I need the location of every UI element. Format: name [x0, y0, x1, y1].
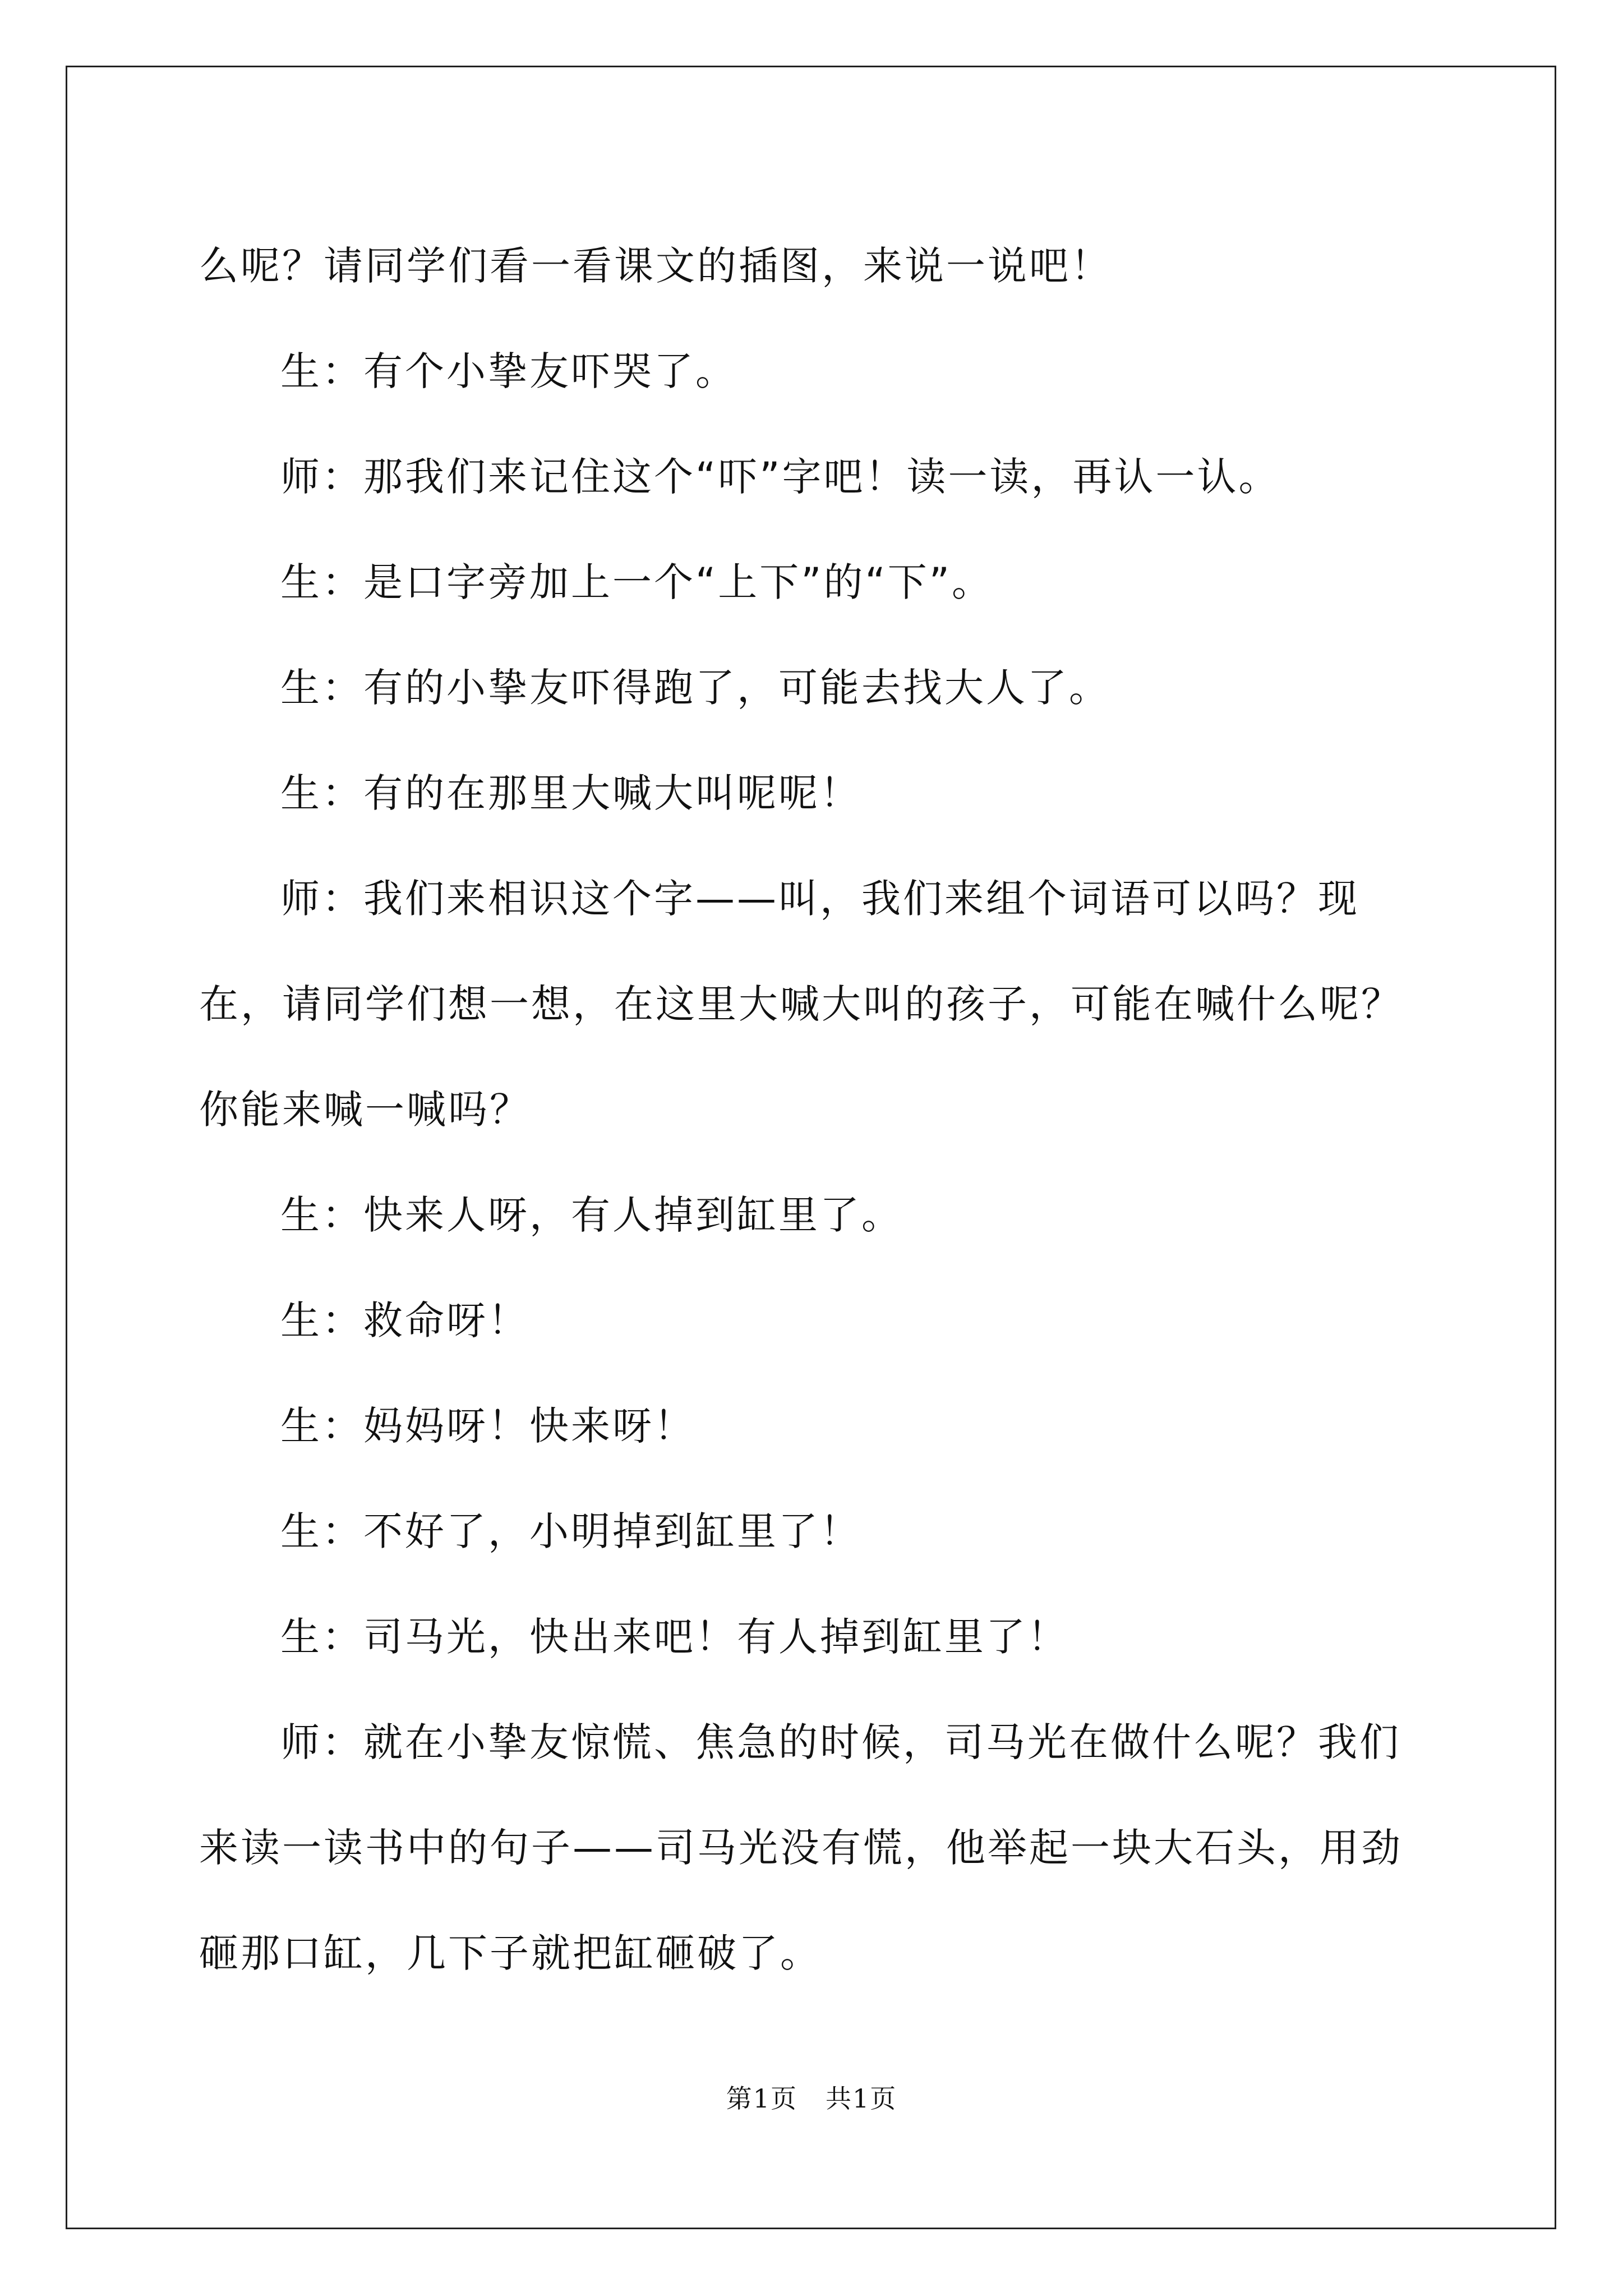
- document-body: [199, 213, 1430, 2006]
- page-number: 第1页: [726, 2083, 797, 2114]
- paragraph: 生：不好了，小明掉到缸里了！: [280, 1508, 861, 1554]
- paragraph: 师：那我们来记住这个“吓”字吧！读一读，再认一认。: [280, 454, 1280, 500]
- paragraph: 么呢？请同学们看一看课文的插图，来说一说吧！: [199, 243, 1112, 289]
- paragraph: 生：妈妈呀！快来呀！: [280, 1403, 695, 1449]
- paragraph: 生：有的在那里大喊大叫呢呢！: [280, 770, 861, 816]
- page-footer: [0, 2078, 1623, 2115]
- paragraph: 生：有个小挚友吓哭了。: [280, 348, 737, 394]
- paragraph: 生：是口字旁加上一个“上下”的“下”。: [280, 559, 994, 605]
- paragraph: 生：快来人呀，有人掉到缸里了。: [280, 1192, 903, 1238]
- page-total: 共1页: [826, 2083, 897, 2114]
- paragraph: 生：救命呀！: [280, 1297, 529, 1343]
- paragraph: 师：我们来相识这个字——叫，我们来组个词语可以吗？现在，请同学们想一想，在这里大喊大叫的孩子，可能在喊什么呢？你能来喊一喊吗？: [199, 876, 1403, 1133]
- paragraph: 生：有的小挚友吓得跑了，可能去找大人了。: [280, 665, 1110, 711]
- paragraph: 生：司马光，快出来吧！有人掉到缸里了！: [280, 1614, 1069, 1660]
- paragraph: 师：就在小挚友惊慌、焦急的时候，司马光在做什么呢？我们来读一读书中的句子——司马光没有慌，他举起一块大石头，用劲砸那口缸，几下子就把缸砸破了。: [199, 1719, 1403, 1976]
